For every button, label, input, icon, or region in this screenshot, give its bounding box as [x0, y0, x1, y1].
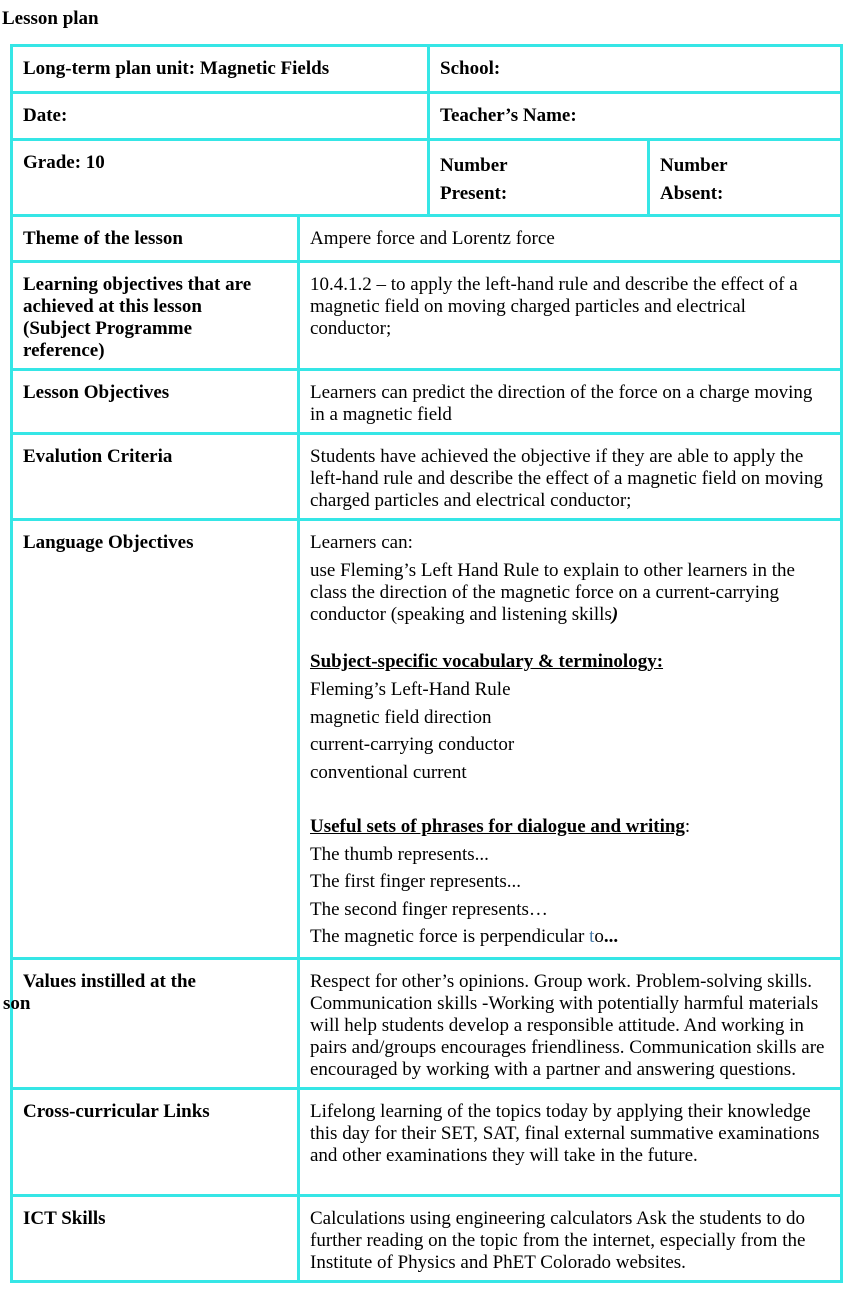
learning-objectives-line: conductor;: [310, 318, 392, 339]
date-cell: Date:: [12, 93, 429, 140]
phrases-heading-colon: :: [684, 816, 691, 837]
phrase-item-last: [310, 923, 830, 951]
number-present-cell: [429, 140, 649, 216]
values-line: Communication skills -Working with potentially harmful materials: [310, 992, 819, 1014]
phrases-heading: Useful sets of phrases for dialogue and writing: [310, 816, 685, 837]
values-label-line-1: Values instilled at the: [23, 970, 196, 992]
phrases-heading-line: [310, 813, 830, 841]
lesson-objectives-value: [299, 370, 842, 434]
learning-objectives-line: 10.4.1.2 – to apply the left-hand rule and describe the effect of a: [310, 274, 798, 295]
language-objectives-value: [299, 520, 842, 959]
teacher-cell: Teacher’s Name:: [429, 93, 842, 140]
evaluation-criteria-label: Evalution Criteria: [12, 434, 299, 520]
learning-objectives-label-line: Learning objectives that are: [23, 274, 252, 295]
school-cell: School:: [429, 46, 842, 93]
phrase-last-t: t: [589, 926, 595, 947]
header-row-grade: [12, 140, 842, 216]
vocab-heading: Subject-specific vocabulary & terminology:: [310, 651, 664, 672]
ict-skills-label: ICT Skills: [12, 1195, 299, 1281]
language-text-line: use Fleming’s Left Hand Rule to explain to other learners in the: [310, 560, 795, 581]
number-absent-line-2: Absent:: [660, 182, 724, 204]
grade-cell: Grade: 10: [12, 140, 429, 216]
language-text-line: class the direction of the magnetic force on a current-carrying: [310, 582, 779, 603]
evaluation-criteria-line: left-hand rule and describe the effect of a magnetic field on moving: [310, 468, 823, 489]
evaluation-criteria-value: [299, 434, 842, 520]
row-learning-objectives: [12, 262, 842, 370]
number-absent-cell: [649, 140, 842, 216]
learning-objectives-label: [12, 262, 299, 370]
row-evaluation-criteria: [12, 434, 842, 520]
theme-value: Ampere force and Lorentz force: [299, 216, 842, 262]
number-present-line-1: Number: [440, 155, 508, 176]
row-lesson-objectives: [12, 370, 842, 434]
phrase-item: The second finger represents…: [310, 898, 548, 920]
cross-curricular-line: this day for their SET, SAT, final external summative examinations: [310, 1122, 820, 1144]
number-present-line-2: Present:: [440, 182, 508, 204]
phrase-item: The first finger represents...: [310, 871, 522, 892]
phrase-last-o: o: [594, 926, 604, 947]
values-line: pairs and/groups encourages friendliness. Communication skills are: [310, 1036, 825, 1058]
values-label: [3, 958, 299, 1088]
ict-skills-line: further reading on the topic from the internet, especially from the: [310, 1229, 806, 1251]
values-label-line-2: son: [3, 992, 31, 1014]
theme-label: Theme of the lesson: [12, 216, 299, 262]
lesson-objectives-line: in a magnetic field: [310, 404, 452, 425]
vocab-item: current-carrying conductor: [310, 734, 515, 755]
ict-skills-value: [299, 1195, 842, 1281]
cross-curricular-line: Lifelong learning of the topics today by applying their knowledge: [310, 1100, 811, 1122]
cross-curricular-value: [299, 1088, 842, 1195]
language-intro: Learners can:: [310, 532, 413, 553]
evaluation-criteria-line: Students have achieved the objective if they are able to apply the: [310, 446, 804, 467]
learning-objectives-value: [299, 262, 842, 370]
unit-cell: Long-term plan unit: Magnetic Fields: [12, 46, 429, 93]
document-title: Lesson plan: [2, 8, 99, 29]
number-absent-line-1: Number: [660, 155, 728, 176]
row-cross-curricular: [12, 1088, 842, 1195]
phrase-last-ellipsis: ...: [603, 926, 619, 947]
ict-skills-line: Calculations using engineering calculators Ask the students to do: [310, 1207, 805, 1229]
row-theme: [12, 216, 842, 262]
vocab-item: conventional current: [310, 761, 467, 783]
learning-objectives-line: magnetic field on moving charged particles and electrical: [310, 296, 746, 317]
language-text-line-last: [310, 604, 830, 626]
cross-curricular-line: and other examinations they will take in the future.: [310, 1144, 698, 1166]
phrase-item: The thumb represents...: [310, 843, 489, 865]
language-text-line-3: conductor (speaking and listening skills: [310, 604, 612, 625]
vocab-item: Fleming’s Left-Hand Rule: [310, 679, 511, 700]
evaluation-criteria-line: charged particles and electrical conductor;: [310, 490, 632, 511]
lesson-objectives-label: Lesson Objectives: [12, 370, 299, 434]
learning-objectives-label-line: (Subject Programme: [23, 318, 193, 339]
cross-curricular-label: Cross-curricular Links: [12, 1088, 299, 1195]
values-value: [299, 958, 842, 1088]
lesson-objectives-line: Learners can predict the direction of the force on a charge moving: [310, 382, 813, 403]
values-line: encouraged by working with a partner and answering questions.: [310, 1058, 796, 1080]
spacer: [310, 626, 830, 648]
header-row-unit: [12, 46, 842, 93]
learning-objectives-label-line: achieved at this lesson: [23, 296, 202, 317]
vocab-item: magnetic field direction: [310, 706, 492, 728]
language-text-close-paren: ): [611, 604, 619, 625]
values-line: will help students develop a responsible attitude. And working in: [310, 1014, 804, 1036]
row-values: [12, 958, 842, 1088]
lesson-plan-table: [3, 44, 843, 1283]
ict-skills-line: Institute of Physics and PhET Colorado websites.: [310, 1251, 686, 1273]
spacer: [310, 786, 830, 813]
phrase-last-start: The magnetic force is perpendicular: [310, 926, 590, 947]
header-row-date: [12, 93, 842, 140]
row-language-objectives: [12, 520, 842, 959]
learning-objectives-label-line: reference): [23, 340, 105, 361]
values-line: Respect for other’s opinions. Group work. Problem-solving skills.: [310, 970, 813, 992]
language-objectives-label: Language Objectives: [12, 520, 299, 959]
row-ict-skills: [12, 1195, 842, 1281]
